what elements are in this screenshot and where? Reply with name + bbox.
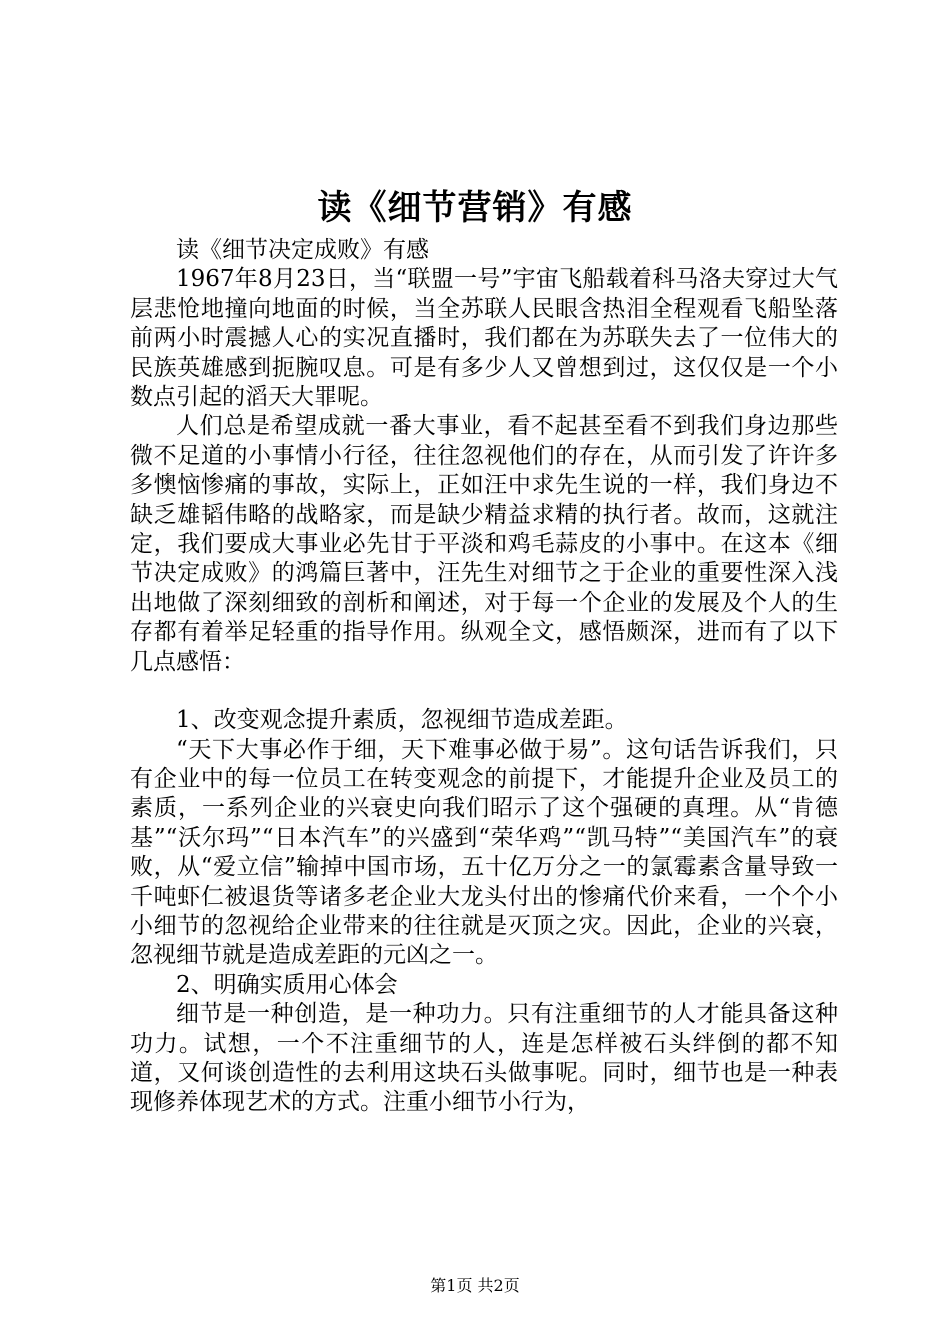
section-heading-1: 1、改变观念提升素质，忽视细节造成差距。 — [176, 707, 628, 734]
document-body — [130, 236, 838, 1118]
paragraph-section-1: “天下大事必作于细，天下难事必做于易”。这句话告诉我们，只有企业中的每一位员工在转变观念的前提下，才能提升企业及员工的素质，一系列企业的兴衰史向我们昭示了这个强硬的真理。从“肯德基”“沃尔玛”“日本汽车”的兴盛到“荣华鸡”“凯马特”“美国汽车”的衰败，从“爱立信”输掉中国市场，五十亿万分之一的氯霉素含量导致一千吨虾仁被退货等诸多老企业大龙头付出的惨痛代价来看，一个个小小细节的忽视给企业带来的往往就是灭顶之灾。因此，企业的兴衰，忽视细节就是造成差距的元凶之一。 — [130, 736, 838, 969]
paragraph-section-2: 细节是一种创造，是一种功力。只有注重细节的人才能具备这种功力。试想，一个不注重细节的人，连是怎样被石头绊倒的都不知道，又何谈创造性的去利用这块石头做事呢。同时，细节也是一种表现修养体现艺术的方式。注重小细节小行为， — [130, 1001, 838, 1116]
section-heading-2: 2、明确实质用心体会 — [176, 971, 398, 998]
paragraph-subtitle: 读《细节决定成败》有感 — [176, 237, 429, 263]
paragraph-main: 人们总是希望成就一番大事业，看不起甚至看不到我们身边那些微不足道的小事情小行径，往往忽视他们的存在，从而引发了许许多多懊恼惨痛的事故，实际上，正如汪中求先生说的一样，我们身边不缺乏雄韬伟略的战略家，而是缺少精益求精的执行者。故而，这就注定，我们要成大事业必先甘于平淡和鸡毛蒜皮的小事中。在这本《细节决定成败》的鸿篇巨著中，汪先生对细节之于企业的重要性深入浅出地做了深刻细致的剖析和阐述，对于每一个企业的发展及个人的生存都有着举足轻重的指导作用。纵观全文，感悟颇深，进而有了以下几点感悟： — [130, 413, 838, 675]
page-footer: 第1页 共2页 — [430, 1276, 520, 1295]
document-title: 读《细节营销》有感 — [317, 188, 633, 228]
paragraph-intro: 1967年8月23日，当“联盟一号”宇宙飞船载着科马洛夫穿过大气层悲怆地撞向地面的时候，当全苏联人民眼含热泪全程观看飞船坠落前两小时震撼人心的实况直播时，我们都在为苏联失去了一位伟大的民族英雄感到扼腕叹息。可是有多少人又曾想到过，这仅仅是一个小数点引起的滔天大罪呢。 — [130, 266, 838, 411]
